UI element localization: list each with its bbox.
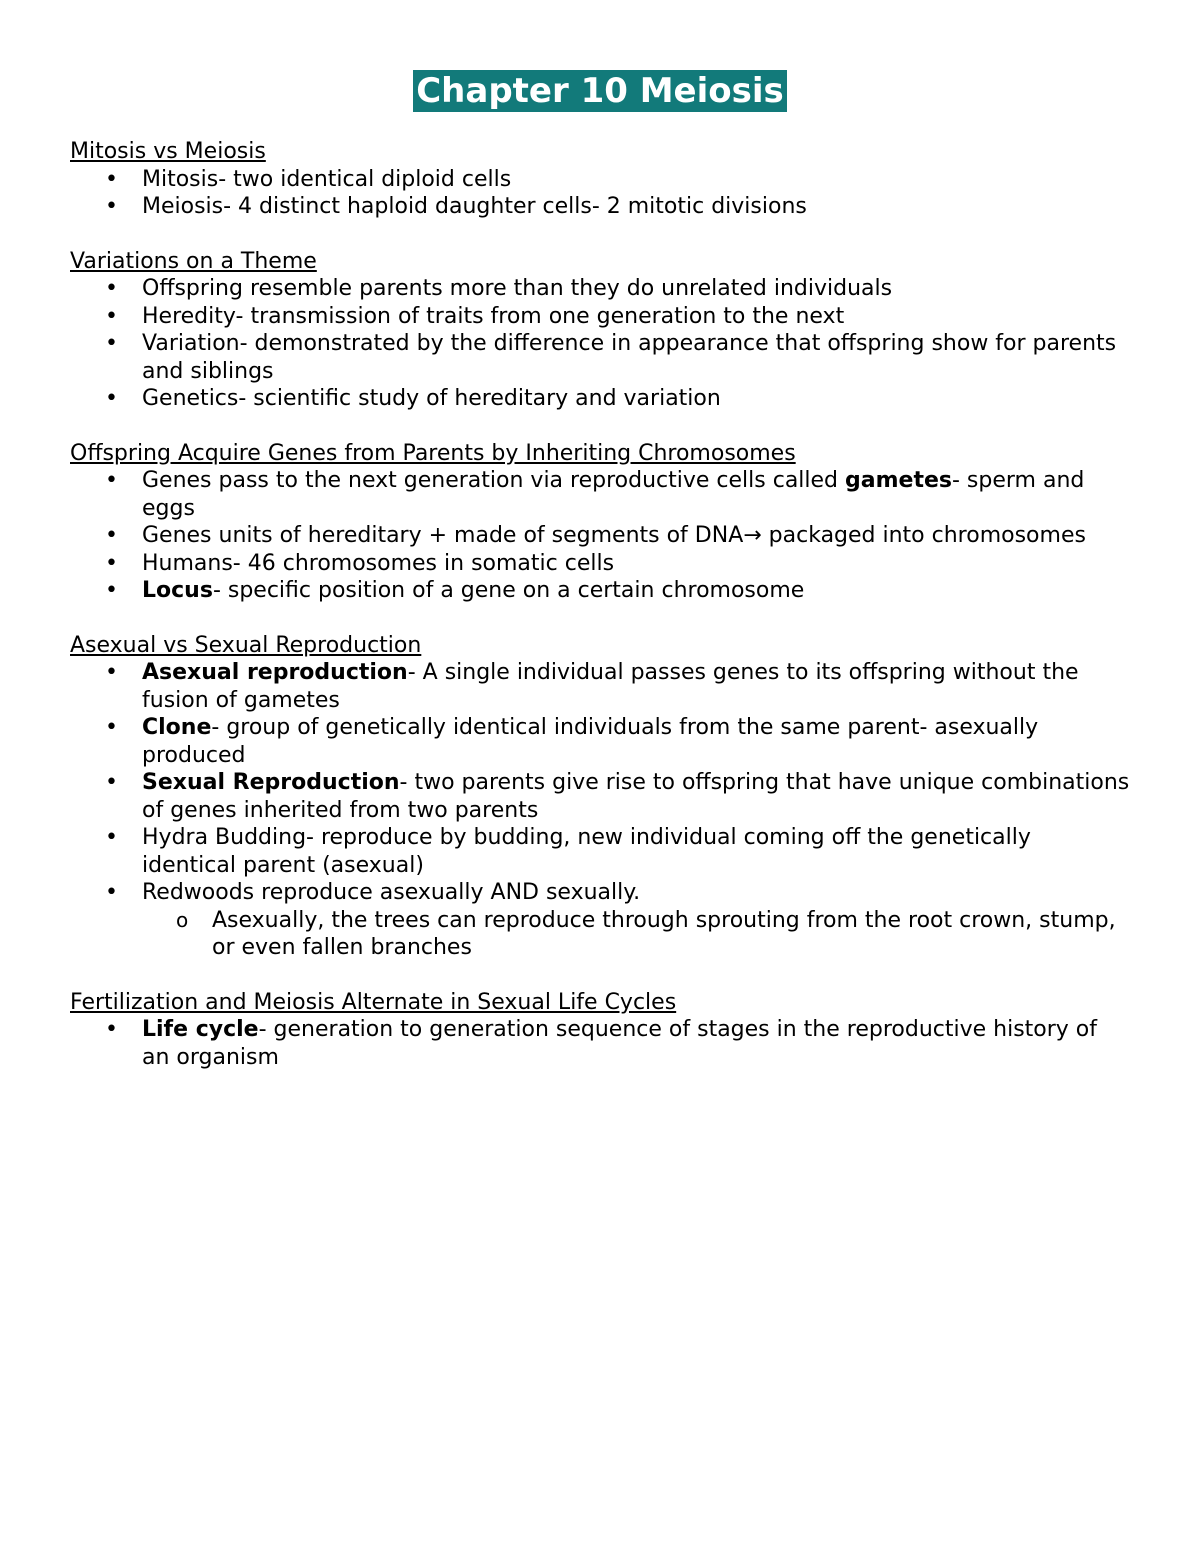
bullet-icon: • — [105, 523, 118, 548]
list-item — [70, 467, 1130, 522]
bullet-list — [70, 467, 1130, 605]
bullet-list — [70, 166, 1130, 221]
bullet-list — [70, 275, 1130, 413]
list-item — [70, 879, 1130, 907]
item-text: - specific position of a gene on a certain chromosome — [212, 578, 805, 603]
item-text: - A single individual passes genes to its offspring without the fusion of gametes — [142, 660, 1079, 713]
section-heading: Variations on a Theme — [70, 248, 317, 274]
bullet-icon: • — [105, 331, 118, 356]
sub-bullet-icon: o — [176, 907, 189, 932]
section-fertilization-and-meiosis — [70, 989, 1130, 1072]
list-item — [70, 714, 1130, 769]
list-item — [70, 303, 1130, 331]
item-text: Genes units of hereditary + made of segments of DNA→ packaged into chromosomes — [142, 523, 1086, 548]
document-body — [70, 138, 1130, 1098]
list-item — [70, 385, 1130, 413]
bullet-icon: • — [105, 660, 118, 685]
bullet-icon: • — [105, 770, 118, 795]
item-term: Life cycle — [142, 1017, 259, 1042]
section-asexual-vs-sexual — [70, 632, 1130, 962]
item-text: - generation to generation sequence of stages in the reproductive history of an organism — [142, 1017, 1098, 1070]
bullet-icon: • — [105, 276, 118, 301]
item-text: Asexually, the trees can reproduce through sprouting from the root crown, stump, or even fallen branches — [212, 907, 1116, 960]
bullet-list — [70, 659, 1130, 962]
section-mitosis-vs-meiosis — [70, 138, 1130, 221]
list-item — [70, 824, 1130, 879]
item-term: Asexual reproduction — [142, 660, 408, 685]
list-item — [70, 769, 1130, 824]
bullet-icon: • — [105, 194, 118, 219]
list-item — [70, 330, 1130, 385]
bullet-icon: • — [105, 468, 118, 493]
bullet-icon: • — [105, 1017, 118, 1042]
item-text: Heredity- transmission of traits from one generation to the next — [142, 303, 845, 329]
item-text: Mitosis- two identical diploid cells — [142, 166, 512, 192]
section-heading: Mitosis vs Meiosis — [70, 139, 266, 164]
item-text: Hydra Budding- reproduce by budding, new individual coming off the genetically identical parent (asexual) — [142, 825, 1031, 878]
section-heading: Asexual vs Sexual Reproduction — [70, 632, 422, 658]
item-text: - group of genetically identical individuals from the same parent- asexually produced — [142, 715, 1039, 768]
list-item — [70, 166, 1130, 194]
section-offspring-acquire-genes — [70, 440, 1130, 605]
title-container — [0, 70, 1200, 112]
item-term: Sexual Reproduction — [142, 770, 400, 795]
item-text: Redwoods reproduce asexually AND sexually. — [142, 880, 641, 905]
list-item — [70, 659, 1130, 714]
list-item — [70, 577, 1130, 605]
bullet-icon: • — [105, 880, 118, 905]
section-heading: Fertilization and Meiosis Alternate in Sexual Life Cycles — [70, 989, 677, 1015]
bullet-icon: • — [105, 715, 118, 740]
bullet-icon: • — [105, 550, 118, 576]
bullet-icon: • — [105, 386, 118, 411]
item-text: Offspring resemble parents more than they do unrelated individuals — [142, 276, 893, 301]
item-text: - two parents give rise to offspring that have unique combinations of genes inherited from two parents — [142, 770, 1130, 823]
bullet-icon: • — [105, 303, 118, 329]
bullet-list — [70, 1016, 1130, 1071]
list-item — [70, 522, 1130, 550]
sub-list-item — [70, 907, 1130, 962]
list-item — [70, 550, 1130, 578]
bullet-icon: • — [105, 578, 118, 603]
list-item — [70, 193, 1130, 221]
item-text: Humans- 46 chromosomes in somatic cells — [142, 550, 615, 576]
section-variations-on-a-theme — [70, 248, 1130, 413]
list-item — [70, 275, 1130, 303]
item-text-after: - sperm and eggs — [142, 468, 1085, 521]
item-term: gametes — [845, 468, 952, 493]
page-title: Chapter 10 Meiosis — [413, 70, 787, 112]
bullet-icon: • — [105, 825, 118, 850]
bullet-icon: • — [105, 166, 118, 192]
item-term: Locus — [142, 578, 213, 603]
section-heading: Offspring Acquire Genes from Parents by Inheriting Chromosomes — [70, 440, 796, 466]
item-text: Genetics- scientific study of hereditary and variation — [142, 386, 721, 411]
item-text: Variation- demonstrated by the difference in appearance that offspring show for parents and siblings — [142, 331, 1117, 384]
item-term: Clone — [142, 715, 212, 740]
list-item — [70, 1016, 1130, 1071]
item-text: Meiosis- 4 distinct haploid daughter cells- 2 mitotic divisions — [142, 194, 807, 219]
item-text: Genes pass to the next generation via reproductive cells called — [142, 468, 846, 493]
